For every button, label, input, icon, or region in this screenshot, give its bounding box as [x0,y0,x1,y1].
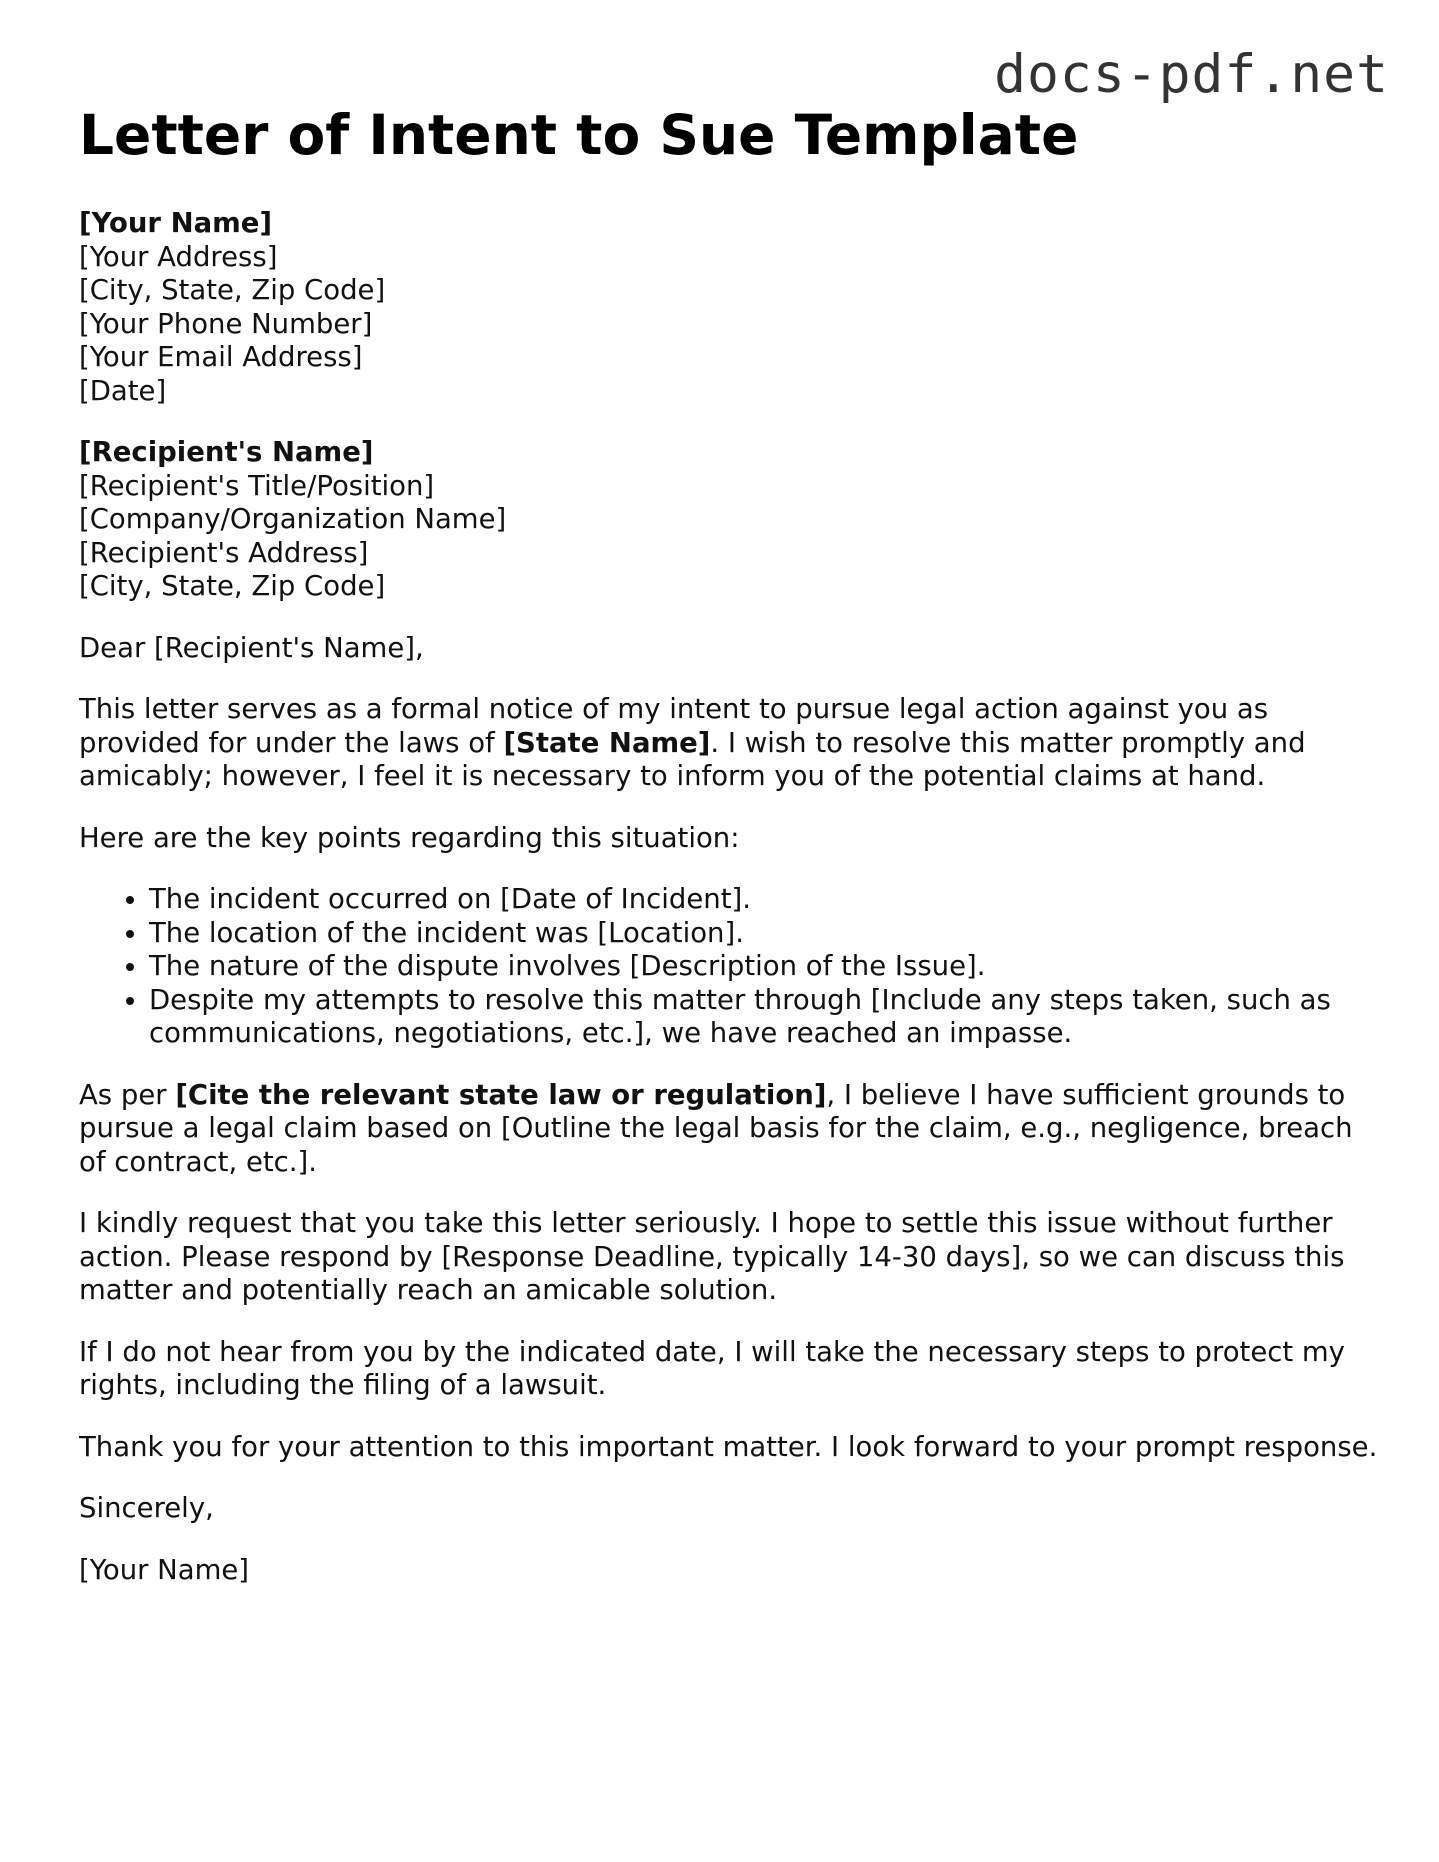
paragraph-request: I kindly request that you take this letter seriously. I hope to settle this issue without further action. Please respond by [Response Deadline, typically 14-30 days], so we can discuss this matter and potentially reach an amicable solution. [79,1207,1345,1306]
recipient-title: [Recipient's Title/Position] [79,469,435,502]
watermark: docs-pdf.net [994,44,1389,105]
paragraph-legal-basis-text-start: As per [79,1078,176,1111]
list-item: • The location of the incident was [Location]. [149,917,1379,951]
page-title: Letter of Intent to Sue Template [79,103,1079,167]
list-item: • The incident occurred on [Date of Incident]. [149,883,1379,917]
recipient-company: [Company/Organization Name] [79,503,507,535]
key-points-list [79,883,1379,1051]
paragraph-legal-basis-text-end: , I believe I have sufficient grounds to pursue a legal claim based on [Outline the legal basis for the claim, e.g., negligence, breach of contract, etc.]. [79,1078,1353,1178]
sender-address: [Your Address] [79,240,278,273]
paragraph-notice [79,693,1379,794]
paragraph-notice-text-end: . I wish to resolve this matter promptly and amicably; however, I feel it is necessary to inform you of the potential claims at hand. [79,726,1306,792]
paragraph-thanks: Thank you for your attention to this important matter. I look forward to your prompt response. [79,1430,1378,1463]
sender-phone: [Your Phone Number] [79,307,373,340]
paragraph-notice-text-start: This letter serves as a formal notice of my intent to pursue legal action against you as provided for under the laws of [79,693,1269,759]
letter-document [79,100,1379,1615]
closing: Sincerely, [79,1492,214,1524]
recipient-address: [Recipient's Address] [79,536,369,569]
salutation: Dear [Recipient's Name], [79,631,424,664]
letter-date: [Date] [79,374,167,407]
signature: [Your Name] [79,1553,250,1586]
paragraph-warning: If I do not hear from you by the indicated date, I will take the necessary steps to protect my rights, including the filing of a lawsuit. [79,1335,1345,1401]
state-name-placeholder: [State Name] [503,726,711,759]
paragraph-legal-basis [79,1079,1379,1180]
recipient-name: [Recipient's Name] [79,436,374,468]
sender-city-state-zip: [City, State, Zip Code] [79,274,386,306]
list-item: • Despite my attempts to resolve this matter through [Include any steps taken, such as communications, negotiations, etc.], we have reached an impasse. [149,984,1379,1051]
recipient-block [79,436,1379,604]
key-points-intro: Here are the key points regarding this situation: [79,821,740,854]
sender-name: [Your Name] [79,207,273,239]
state-law-placeholder: [Cite the relevant state law or regulation] [175,1078,827,1111]
sender-block [79,207,1379,408]
sender-email: [Your Email Address] [79,341,363,373]
list-item: • The nature of the dispute involves [Description of the Issue]. [149,950,1379,984]
recipient-city-state-zip: [City, State, Zip Code] [79,570,386,602]
